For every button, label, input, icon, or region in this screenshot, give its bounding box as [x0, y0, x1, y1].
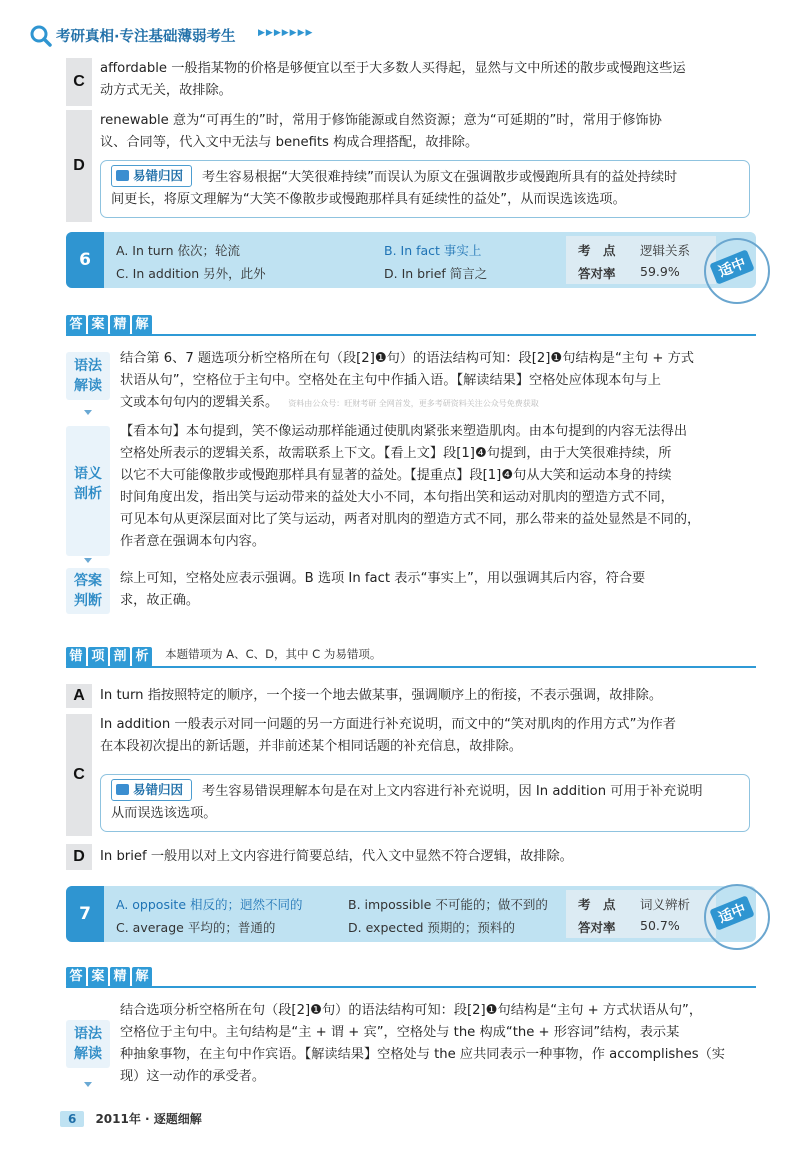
page-header: [30, 22, 450, 50]
q5-option-c-letter: C: [66, 58, 92, 106]
q6-error-d-letter: D: [66, 844, 92, 870]
q7-accuracy-value: 50.7%: [640, 918, 680, 933]
q6-error-callout: 易错归因 考生容易错误理解本句是在对上文内容进行补充说明，因 In addition 可用于补充说明 从而误选该选项。: [100, 774, 750, 832]
q7-option-d: D. expected 预期的；预料的: [348, 920, 515, 935]
answer-heading-1-rule: [66, 334, 756, 336]
tag-square-icon: [116, 170, 129, 181]
page-footer: [60, 1108, 360, 1130]
q6-error-a-letter: A: [66, 684, 92, 708]
q6-accuracy-label: 答对率: [578, 266, 616, 281]
error-reason-tag: 易错归因: [111, 165, 192, 187]
q5-option-d-text: renewable 意为“可再生的”时，常用于修饰能源或自然资源；意为“可延期的”时，常用于修饰协 议、合同等，代入文中无法与 benefits 构成合理搭配，故排除。: [100, 113, 662, 150]
q6-grammar-label: 语法 解读: [66, 352, 110, 400]
q6-option-d: D. In brief 简言之: [384, 266, 488, 281]
q5-error-callout: 易错归因 考生容易根据“大笑很难持续”而误认为原文在强调散步或慢跑所具有的益处持续时 间更长，将原文理解为“大笑不像散步或慢跑那样具有延续性的益处”，从而误选该选项。: [100, 160, 750, 218]
q6-error-d-text: In brief 一般用以对上文内容进行简要总结，代入文中显然不符合逻辑，故排除。: [100, 849, 573, 864]
answer-heading-2-rule: [66, 986, 756, 988]
footer-title: 2011年 · 逐题细解: [95, 1112, 202, 1126]
q6-kaodian-label: 考 点: [578, 243, 616, 258]
q7-grammar-arrow-icon: [84, 1082, 92, 1087]
answer-heading-2: 答 案 精 解: [66, 965, 766, 989]
q6-number: 6: [66, 232, 104, 288]
q6-option-b: B. In fact 事实上: [384, 243, 482, 258]
q7-difficulty-stamp: 适中: [709, 895, 754, 930]
q7-option-a: A. opposite 相反的；迥然不同的: [116, 897, 303, 912]
error-reason-tag-2: 易错归因: [111, 779, 192, 801]
error-heading-note: 本题错项为 A、C、D，其中 C 为易错项。: [165, 647, 382, 661]
q7-number: 7: [66, 886, 104, 942]
q7-kaodian-label: 考 点: [578, 897, 616, 912]
q6-error-c-letter: C: [66, 714, 92, 836]
error-heading: 错 项 剖 析 本题错项为 A、C、D，其中 C 为易错项。: [66, 645, 766, 669]
q6-semantic-text: 【看本句】本句提到，笑不像运动那样能通过使肌肉紧张来塑造肌肉。由本句提到的内容无法得出 空格处所表示的逻辑关系，故需联系上下文。【看上文】段[1]❹句提到，由于大笑很难持续，所 以它不大可能像散步或慢跑那样具有显著的益处。【提重点】段[1]❹句从大笑和运动本身的持续 时间角度出发，指出笑与运动带来的益处大小不同，本句指出笑和运动对肌肉的塑造方式不同， 可见本句从更深层面对比了笑与运动，两者对肌肉的塑造方式不同，那么带来的益处显然是不同的， 作者意在强调本句内容。: [120, 424, 701, 549]
q7-grammar-label: 语法 解读: [66, 1020, 110, 1068]
q5-option-d-letter: D: [66, 110, 92, 222]
q7-grammar-text: 结合选项分析空格所在句（段[2]❶句）的语法结构可知：段[2]❶句结构是“主句 + 方式状语从句”， 空格位于主句中。主句结构是“主 + 谓 + 宾”，空格处与 the 构成“the + 形容词”结构，表示某 种抽象事物，在主句中作宾语。【解读结果】空格处与 the 应共同表示一种事物，作 accomplishes（实 现）这一动作的承受者。: [120, 1003, 725, 1084]
q6-grammar-arrow-icon: [84, 410, 92, 415]
q6-semantic-label: 语义 剖析: [66, 426, 110, 556]
q6-kaodian-value: 逻辑关系: [640, 243, 691, 258]
q6-error-a-text: In turn 指按照特定的顺序，一个接一个地去做某事，强调顺序上的衔接，不表示强调，故排除。: [100, 688, 663, 703]
header-arrows: ▶▶▶▶▶▶▶: [258, 28, 314, 38]
q6-judge-text: 综上可知，空格处应表示强调。B 选项 In fact 表示“事实上”，用以强调其后内容，符合要 求，故正确。: [120, 571, 646, 608]
tag-square-icon: [116, 784, 129, 795]
page-number: 6: [60, 1111, 84, 1127]
q7-kaodian-value: 词义辨析: [640, 897, 691, 912]
q6-difficulty-stamp: 适中: [709, 249, 754, 284]
error-heading-rule: [66, 666, 756, 668]
q5-option-c-text: affordable 一般指某物的价格是够便宜以至于大多数人买得起，显然与文中所述的散步或慢跑这些运 动方式无关，故排除。: [100, 61, 686, 98]
q6-accuracy-value: 59.9%: [640, 264, 680, 279]
header-title: 考研真相·专注基础薄弱考生: [56, 29, 236, 45]
q6-option-a: A. In turn 依次；轮流: [116, 243, 240, 258]
q7-option-b: B. impossible 不可能的；做不到的: [348, 897, 548, 912]
answer-heading-1: 答 案 精 解: [66, 313, 766, 337]
q6-semantic-arrow-icon: [84, 558, 92, 563]
q6-error-c-text: In addition 一般表示对同一问题的另一方面进行补充说明，而文中的“笑对肌肉的作用方式”为作者 在本段初次提出的新话题，并非前述某个相同话题的补充信息，故排除。: [100, 717, 676, 754]
magnifier-logo-icon: [30, 25, 52, 47]
q6-judge-label: 答案 判断: [66, 568, 110, 614]
q7-option-c: C. average 平均的；普通的: [116, 920, 276, 935]
q7-accuracy-label: 答对率: [578, 920, 616, 935]
watermark-text: 资料由公众号：旺财考研 全网首发，更多考研资料关注公众号免费获取: [288, 399, 539, 408]
q6-grammar-text: 结合第 6、7 题选项分析空格所在句（段[2]❶句）的语法结构可知：段[2]❶句结构是“主句 + 方式 状语从句”，空格位于主句中。空格处在主句中作插入语。【解读结果】空格处应体现本句与上 文或本句句内的逻辑关系。 资料由公众号：旺财考研 全网首发，更多考研资料关注公众号免费获取: [120, 351, 694, 410]
q6-option-c: C. In addition 另外，此外: [116, 266, 266, 281]
